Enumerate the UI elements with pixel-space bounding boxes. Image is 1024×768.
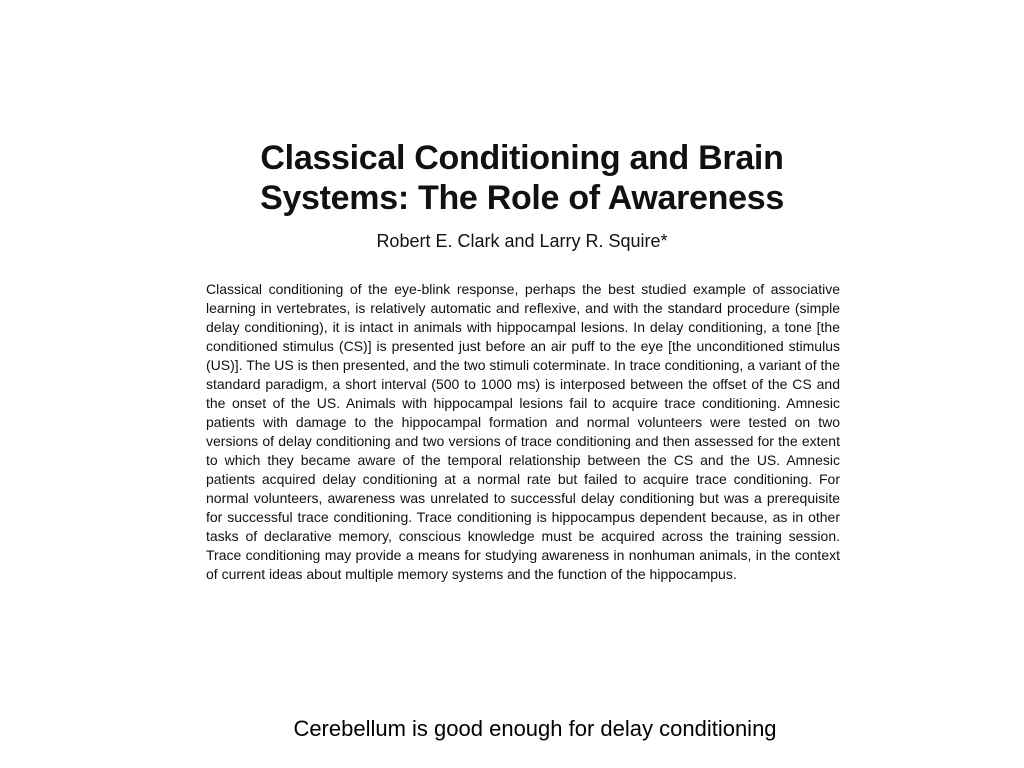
slide-caption: Cerebellum is good enough for delay conditioning <box>293 716 777 741</box>
paper-excerpt <box>204 138 840 584</box>
paper-title-line-1: Classical Conditioning and Brain <box>260 139 784 177</box>
paper-title <box>204 138 840 218</box>
paper-abstract: Classical conditioning of the eye-blink response, perhaps the best studied example of associative learning in vertebrates, is relatively automatic and reflexive, and with the standard procedure (simple delay conditioning), it is intact in animals with hippocampal lesions. In delay conditioning, a tone [the conditioned stimulus (CS)] is presented just before an air puff to the eye [the unconditioned stimulus (US)]. The US is then presented, and the two stimuli coterminate. In trace conditioning, a variant of the standard paradigm, a short interval (500 to 1000 ms) is interposed between the offset of the CS and the onset of the US. Animals with hippocampal lesions fail to acquire trace conditioning. Amnesic patients with damage to the hippocampal formation and normal volunteers were tested on two versions of delay conditioning and two versions of trace conditioning and then assessed for the extent to which they became aware of the temporal relationship between the CS and the US. Amnesic patients acquired delay conditioning at a normal rate but failed to acquire trace conditioning. For normal volunteers, awareness was unrelated to successful delay conditioning but was a prerequisite for successful trace conditioning. Trace conditioning is hippocampus dependent because, as in other tasks of declarative memory, conscious knowledge must be acquired across the training session. Trace conditioning may provide a means for studying awareness in nonhuman animals, in the context of current ideas about multiple memory systems and the function of the hippocampus. <box>206 281 840 582</box>
paper-title-line-2: Systems: The Role of Awareness <box>260 179 784 217</box>
paper-authors: Robert E. Clark and Larry R. Squire* <box>376 231 668 251</box>
